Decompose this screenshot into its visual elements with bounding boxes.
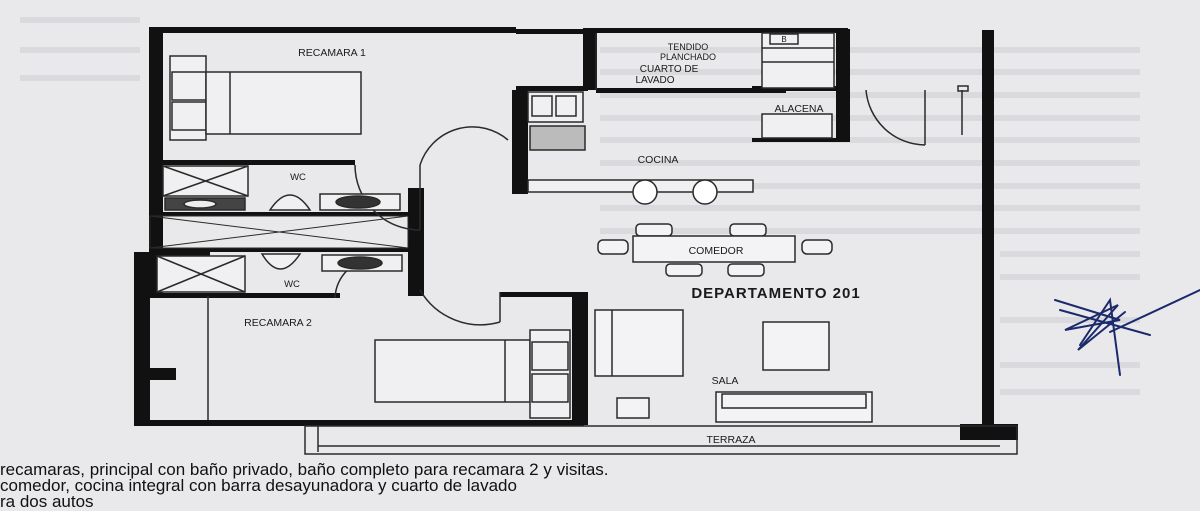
bathroom-top-fixtures <box>163 166 400 210</box>
description-line-3: ra dos autos <box>0 492 94 511</box>
label-terraza: TERRAZA <box>706 434 756 446</box>
bathroom-bottom-fixtures <box>157 254 402 292</box>
hallway-closet <box>150 216 408 248</box>
living-furniture <box>595 310 872 422</box>
label-wc-bottom: WC <box>284 279 300 290</box>
label-cocina: COCINA <box>637 154 679 166</box>
label-wc-top: WC <box>290 172 306 183</box>
unit-title: DEPARTAMENTO 201 <box>691 285 861 302</box>
bed-recamara-1 <box>170 56 361 140</box>
label-planchado: PLANCHADO <box>659 52 717 62</box>
laundry-fixtures <box>762 33 834 138</box>
label-sala: SALA <box>711 375 739 387</box>
label-cuarto-de: CUARTO DE <box>639 64 699 75</box>
label-recamara-2: RECAMARA 2 <box>244 317 312 329</box>
description-line-2: comedor, cocina integral con barra desayunadora y cuarto de lavado <box>0 476 517 495</box>
label-comedor: COMEDOR <box>688 245 744 257</box>
description-line-1: recamaras, principal con baño privado, baño completo para recamara 2 y visitas. <box>0 460 609 479</box>
bed-recamara-2 <box>375 330 570 418</box>
label-lavado: LAVADO <box>635 75 675 86</box>
label-alacena: ALACENA <box>774 103 824 115</box>
boiler-mark: B <box>781 35 787 44</box>
kitchen-fixtures <box>528 92 753 204</box>
label-recamara-1: RECAMARA 1 <box>298 47 366 59</box>
label-tendido: TENDIDO <box>667 42 709 52</box>
